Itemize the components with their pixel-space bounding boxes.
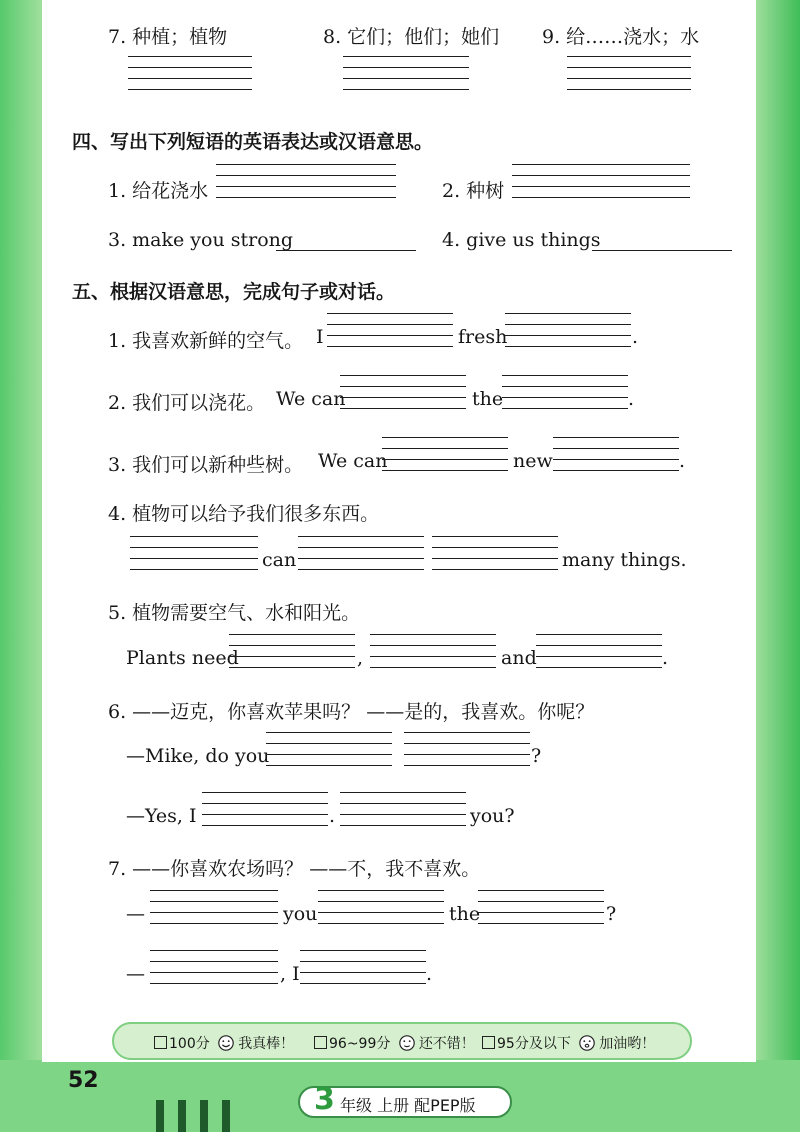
s4-q2-blank[interactable] (512, 164, 690, 200)
ruler-mark-4 (222, 1100, 230, 1132)
s5-3-end: . (679, 450, 686, 472)
s5-6-question-mark: ? (531, 745, 542, 767)
section-4-heading: 四、写出下列短语的英语表达或汉语意思。 (72, 131, 434, 153)
s5-7-word-b: the (449, 903, 481, 925)
s4-q3-label: 3. make you strong (108, 229, 294, 251)
score-95-below-label: 95分及以下 (497, 1036, 571, 1052)
s5-6-blank-2[interactable] (404, 732, 530, 768)
s5-6-blank-3[interactable] (202, 792, 328, 828)
s5-5-end: . (662, 647, 669, 669)
s5-6-word-a: —Mike, do you (126, 745, 270, 767)
s4-q1-label: 1. 给花浇水 (108, 180, 209, 202)
s5-2-chinese: 2. 我们可以浇花。 (108, 392, 266, 414)
s5-1-blank-2[interactable] (505, 313, 631, 349)
item-9-blank[interactable] (567, 56, 691, 92)
section-5-heading: 五、根据汉语意思，完成句子或对话。 (72, 281, 396, 303)
s5-6-blank-4[interactable] (340, 792, 466, 828)
score-option-96-99[interactable] (314, 1033, 475, 1053)
s5-7-chinese: 7. ——你喜欢农场吗？ ——不，我不喜欢。 (108, 858, 481, 880)
s5-7-dash-2: — (126, 963, 145, 985)
item-8-label: 8. 它们；他们；她们 (323, 26, 500, 48)
s5-4-word-a: can (262, 549, 297, 571)
s5-7-dash-1: — (126, 903, 145, 925)
s4-q4-label: 4. give us things (442, 229, 601, 251)
score-95-below-message: 加油哟！ (599, 1036, 656, 1052)
s5-2-word-a: We can (276, 388, 346, 410)
s5-5-word-a: Plants need (126, 647, 239, 669)
s5-7-word-a: you (283, 903, 318, 925)
cheer-face-icon (578, 1034, 596, 1052)
s5-7-blank-4[interactable] (150, 950, 278, 986)
s5-6-chinese: 6. ——迈克，你喜欢苹果吗？ ——是的，我喜欢。你呢？ (108, 701, 595, 723)
score-option-100[interactable] (154, 1033, 294, 1053)
grade-label (298, 1082, 512, 1118)
s5-4-blank-2[interactable] (298, 536, 424, 572)
s4-q2-label: 2. 种树 (442, 180, 505, 202)
s5-1-chinese: 1. 我喜欢新鲜的空气。 (108, 330, 304, 352)
s5-6-word-c: you? (470, 805, 515, 827)
s5-4-blank-1[interactable] (130, 536, 258, 572)
s5-6-blank-1[interactable] (266, 732, 392, 768)
happy-face-icon (217, 1034, 235, 1052)
item-8-blank[interactable] (343, 56, 469, 92)
s5-2-blank-1[interactable] (340, 375, 466, 411)
smile-face-icon (398, 1034, 416, 1052)
s5-2-blank-2[interactable] (502, 375, 628, 411)
s5-5-word-c: and (501, 647, 537, 669)
s5-5-chinese: 5. 植物需要空气、水和阳光。 (108, 602, 361, 624)
s5-3-chinese: 3. 我们可以新种些树。 (108, 454, 304, 476)
self-evaluation-bar (112, 1022, 692, 1060)
s5-1-word-b: fresh (458, 326, 508, 348)
s5-7-question-mark: ? (606, 903, 617, 925)
item-9-label: 9. 给……浇水；水 (542, 26, 700, 48)
score-96-99-message: 还不错！ (418, 1036, 475, 1052)
s5-3-blank-2[interactable] (553, 437, 679, 473)
score-100-label: 100分 (169, 1036, 210, 1052)
checkbox-100[interactable] (154, 1036, 167, 1049)
item-7-blank[interactable] (128, 56, 252, 92)
score-100-message: 我真棒！ (238, 1036, 295, 1052)
s5-4-word-b: many things. (562, 549, 687, 571)
s5-4-chinese: 4. 植物可以给予我们很多东西。 (108, 503, 380, 525)
checkbox-96-99[interactable] (314, 1036, 327, 1049)
score-option-95-below[interactable] (482, 1033, 655, 1053)
page-number: 52 (68, 1068, 99, 1093)
grade-text: 年级 上册 配PEP版 (340, 1096, 476, 1115)
s5-7-blank-5[interactable] (300, 950, 426, 986)
s5-7-end: . (426, 963, 433, 985)
item-7-label: 7. 种植；植物 (108, 26, 228, 48)
s5-5-blank-1[interactable] (229, 634, 355, 670)
s5-3-word-b: new (513, 450, 553, 472)
s5-5-comma: , (357, 647, 364, 669)
s5-7-blank-1[interactable] (150, 890, 278, 926)
s5-6-dot: . (329, 805, 336, 827)
score-96-99-label: 96~99分 (329, 1036, 391, 1052)
s5-3-blank-1[interactable] (382, 437, 508, 473)
s5-7-blank-3[interactable] (478, 890, 604, 926)
s5-5-blank-3[interactable] (536, 634, 662, 670)
s5-2-word-b: the (472, 388, 504, 410)
checkbox-95-below[interactable] (482, 1036, 495, 1049)
s5-6-word-b: —Yes, I (126, 805, 197, 827)
s5-7-blank-2[interactable] (318, 890, 444, 926)
s5-7-word-c: , I (280, 963, 300, 985)
s5-1-blank-1[interactable] (327, 313, 453, 349)
s4-q3-blank[interactable] (276, 250, 416, 251)
s4-q4-blank[interactable] (592, 250, 732, 251)
s5-1-word-a: I (316, 326, 324, 348)
ruler-mark-1 (156, 1100, 164, 1132)
ruler-mark-2 (178, 1100, 186, 1132)
s5-5-blank-2[interactable] (370, 634, 496, 670)
ruler-mark-3 (200, 1100, 208, 1132)
s5-1-end: . (632, 326, 639, 348)
s5-4-blank-3[interactable] (432, 536, 558, 572)
s5-2-end: . (628, 388, 635, 410)
s5-3-word-a: We can (318, 450, 388, 472)
grade-number: 3 (314, 1082, 335, 1117)
s4-q1-blank[interactable] (216, 164, 396, 200)
